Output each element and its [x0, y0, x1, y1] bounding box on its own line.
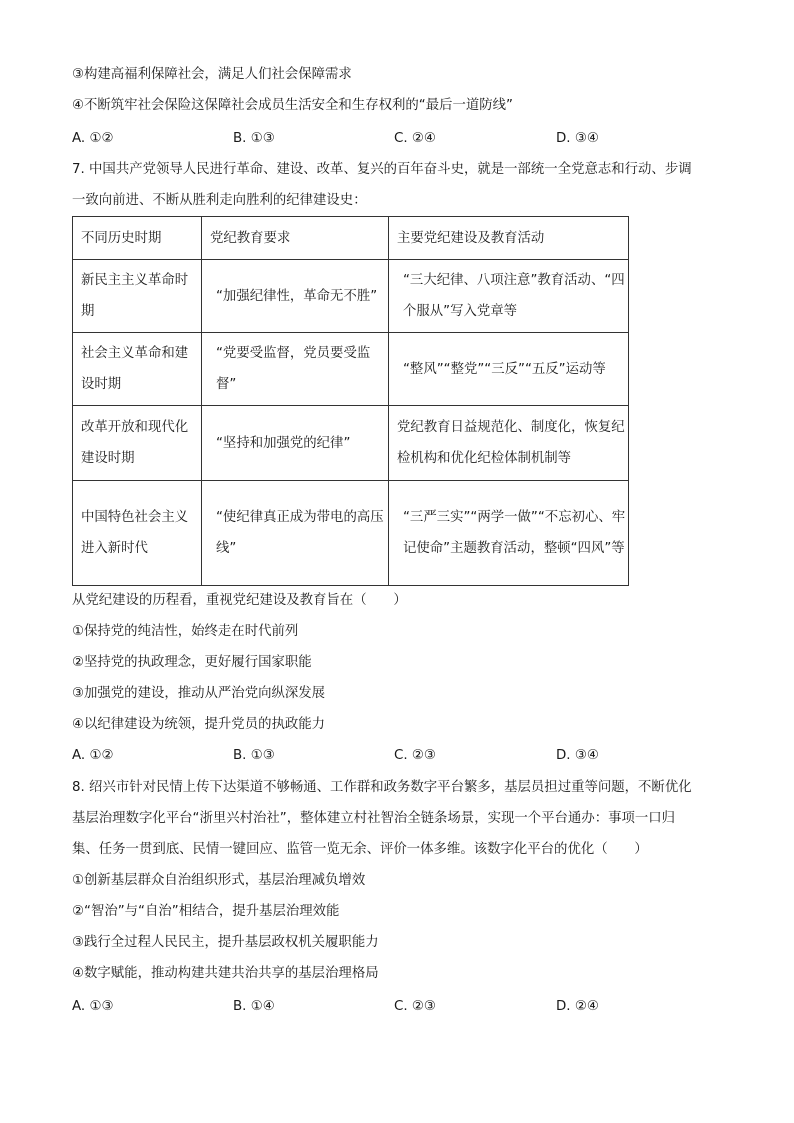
table-cell-activities: “整风”“整党”“三反”“五反”运动等 — [389, 333, 629, 406]
q7-option-b: B. ①③ — [233, 748, 275, 763]
table-cell-requirement: “加强纪律性，革命无不胜” — [202, 260, 389, 333]
q7-item-4: ④以纪律建设为统领，提升党员的执政能力 — [72, 717, 326, 732]
q8-option-c: C. ②③ — [394, 999, 436, 1014]
q7-item-1: ①保持党的纯洁性，始终走在时代前列 — [72, 624, 299, 639]
prev-option-a: A. ①② — [72, 131, 114, 146]
q7-question: 从党纪建设的历程看，重视党纪建设及教育旨在（ ） — [72, 593, 407, 608]
q8-stem-line-1: 8. 绍兴市针对民情上传下达渠道不够畅通、工作群和政务数字平台繁多，基层员担过重等问题，不断优化 — [72, 780, 692, 795]
q8-option-a: A. ①③ — [72, 999, 114, 1014]
table-cell-period: 社会主义革命和建设时期 — [73, 333, 202, 406]
prev-item-4: ④不断筑牢社会保险这保障社会成员生活安全和生存权利的“最后一道防线” — [72, 98, 513, 113]
q8-options — [72, 998, 732, 1016]
q8-item-4: ④数字赋能，推动构建共建共治共享的基层治理格局 — [72, 966, 379, 981]
q7-item-3: ③加强党的建设，推动从严治党向纵深发展 — [72, 686, 326, 701]
prev-option-d: D. ③④ — [556, 131, 599, 146]
table-cell-requirement: “坚持和加强党的纪律” — [202, 406, 389, 481]
table-row — [73, 260, 629, 333]
q7-item-2: ②坚持党的执政理念，更好履行国家职能 — [72, 655, 312, 670]
prev-item-3: ③构建高福利保障社会，满足人们社会保障需求 — [72, 67, 352, 82]
q8-item-2: ②“智治”与“自治”相结合，提升基层治理效能 — [72, 904, 340, 919]
q7-stem-line-1: 7. 中国共产党领导人民进行革命、建设、改革、复兴的百年奋斗史，就是一部统一全党意志和行动、步调 — [72, 162, 692, 177]
table-cell-period: 新民主主义革命时期 — [73, 260, 202, 333]
table-header-requirement: 党纪教育要求 — [202, 217, 389, 260]
q7-option-d: D. ③④ — [556, 748, 599, 763]
prev-option-b: B. ①③ — [233, 131, 275, 146]
q8-item-1: ①创新基层群众自治组织形式，基层治理减负增效 — [72, 873, 366, 888]
table-header-period: 不同历史时期 — [73, 217, 202, 260]
table-cell-requirement: “使纪律真正成为带电的高压线” — [202, 481, 389, 586]
q8-stem-line-3: 集、任务一贯到底、民情一键回应、监管一览无余、评价一体多维。该数字化平台的优化（ ） — [72, 842, 648, 857]
q7-options — [72, 747, 732, 765]
table-header-row — [73, 217, 629, 260]
table-cell-period: 中国特色社会主义进入新时代 — [73, 481, 202, 586]
q8-option-b: B. ①④ — [233, 999, 275, 1014]
prev-option-c: C. ②④ — [394, 131, 436, 146]
q7-discipline-table — [72, 216, 629, 586]
table-cell-requirement: “党要受监督，党员要受监督” — [202, 333, 389, 406]
table-cell-activities: 党纪教育日益规范化、制度化，恢复纪检机构和优化纪检体制机制等 — [389, 406, 629, 481]
table-header-activities: 主要党纪建设及教育活动 — [389, 217, 629, 260]
q8-option-d: D. ②④ — [556, 999, 599, 1014]
table-cell-activities: “三严三实”“两学一做”“不忘初心、牢记使命”主题教育活动，整顿“四风”等 — [389, 481, 629, 586]
prev-options — [72, 130, 732, 148]
q8-item-3: ③践行全过程人民民主，提升基层政权机关履职能力 — [72, 935, 379, 950]
q7-stem-line-2: 一致向前进、不断从胜利走向胜利的纪律建设史： — [72, 193, 367, 208]
q7-option-a: A. ①② — [72, 748, 114, 763]
q7-option-c: C. ②③ — [394, 748, 436, 763]
table-row — [73, 481, 629, 586]
q8-stem-line-2: 基层治理数字化平台“浙里兴村治社”，整体建立村社智治全链条场景，实现一个平台通办：事项一口归 — [72, 811, 676, 826]
table-row — [73, 333, 629, 406]
table-row — [73, 406, 629, 481]
table-cell-period: 改革开放和现代化建设时期 — [73, 406, 202, 481]
table-cell-activities: “三大纪律、八项注意”教育活动、“四个服从”写入党章等 — [389, 260, 629, 333]
